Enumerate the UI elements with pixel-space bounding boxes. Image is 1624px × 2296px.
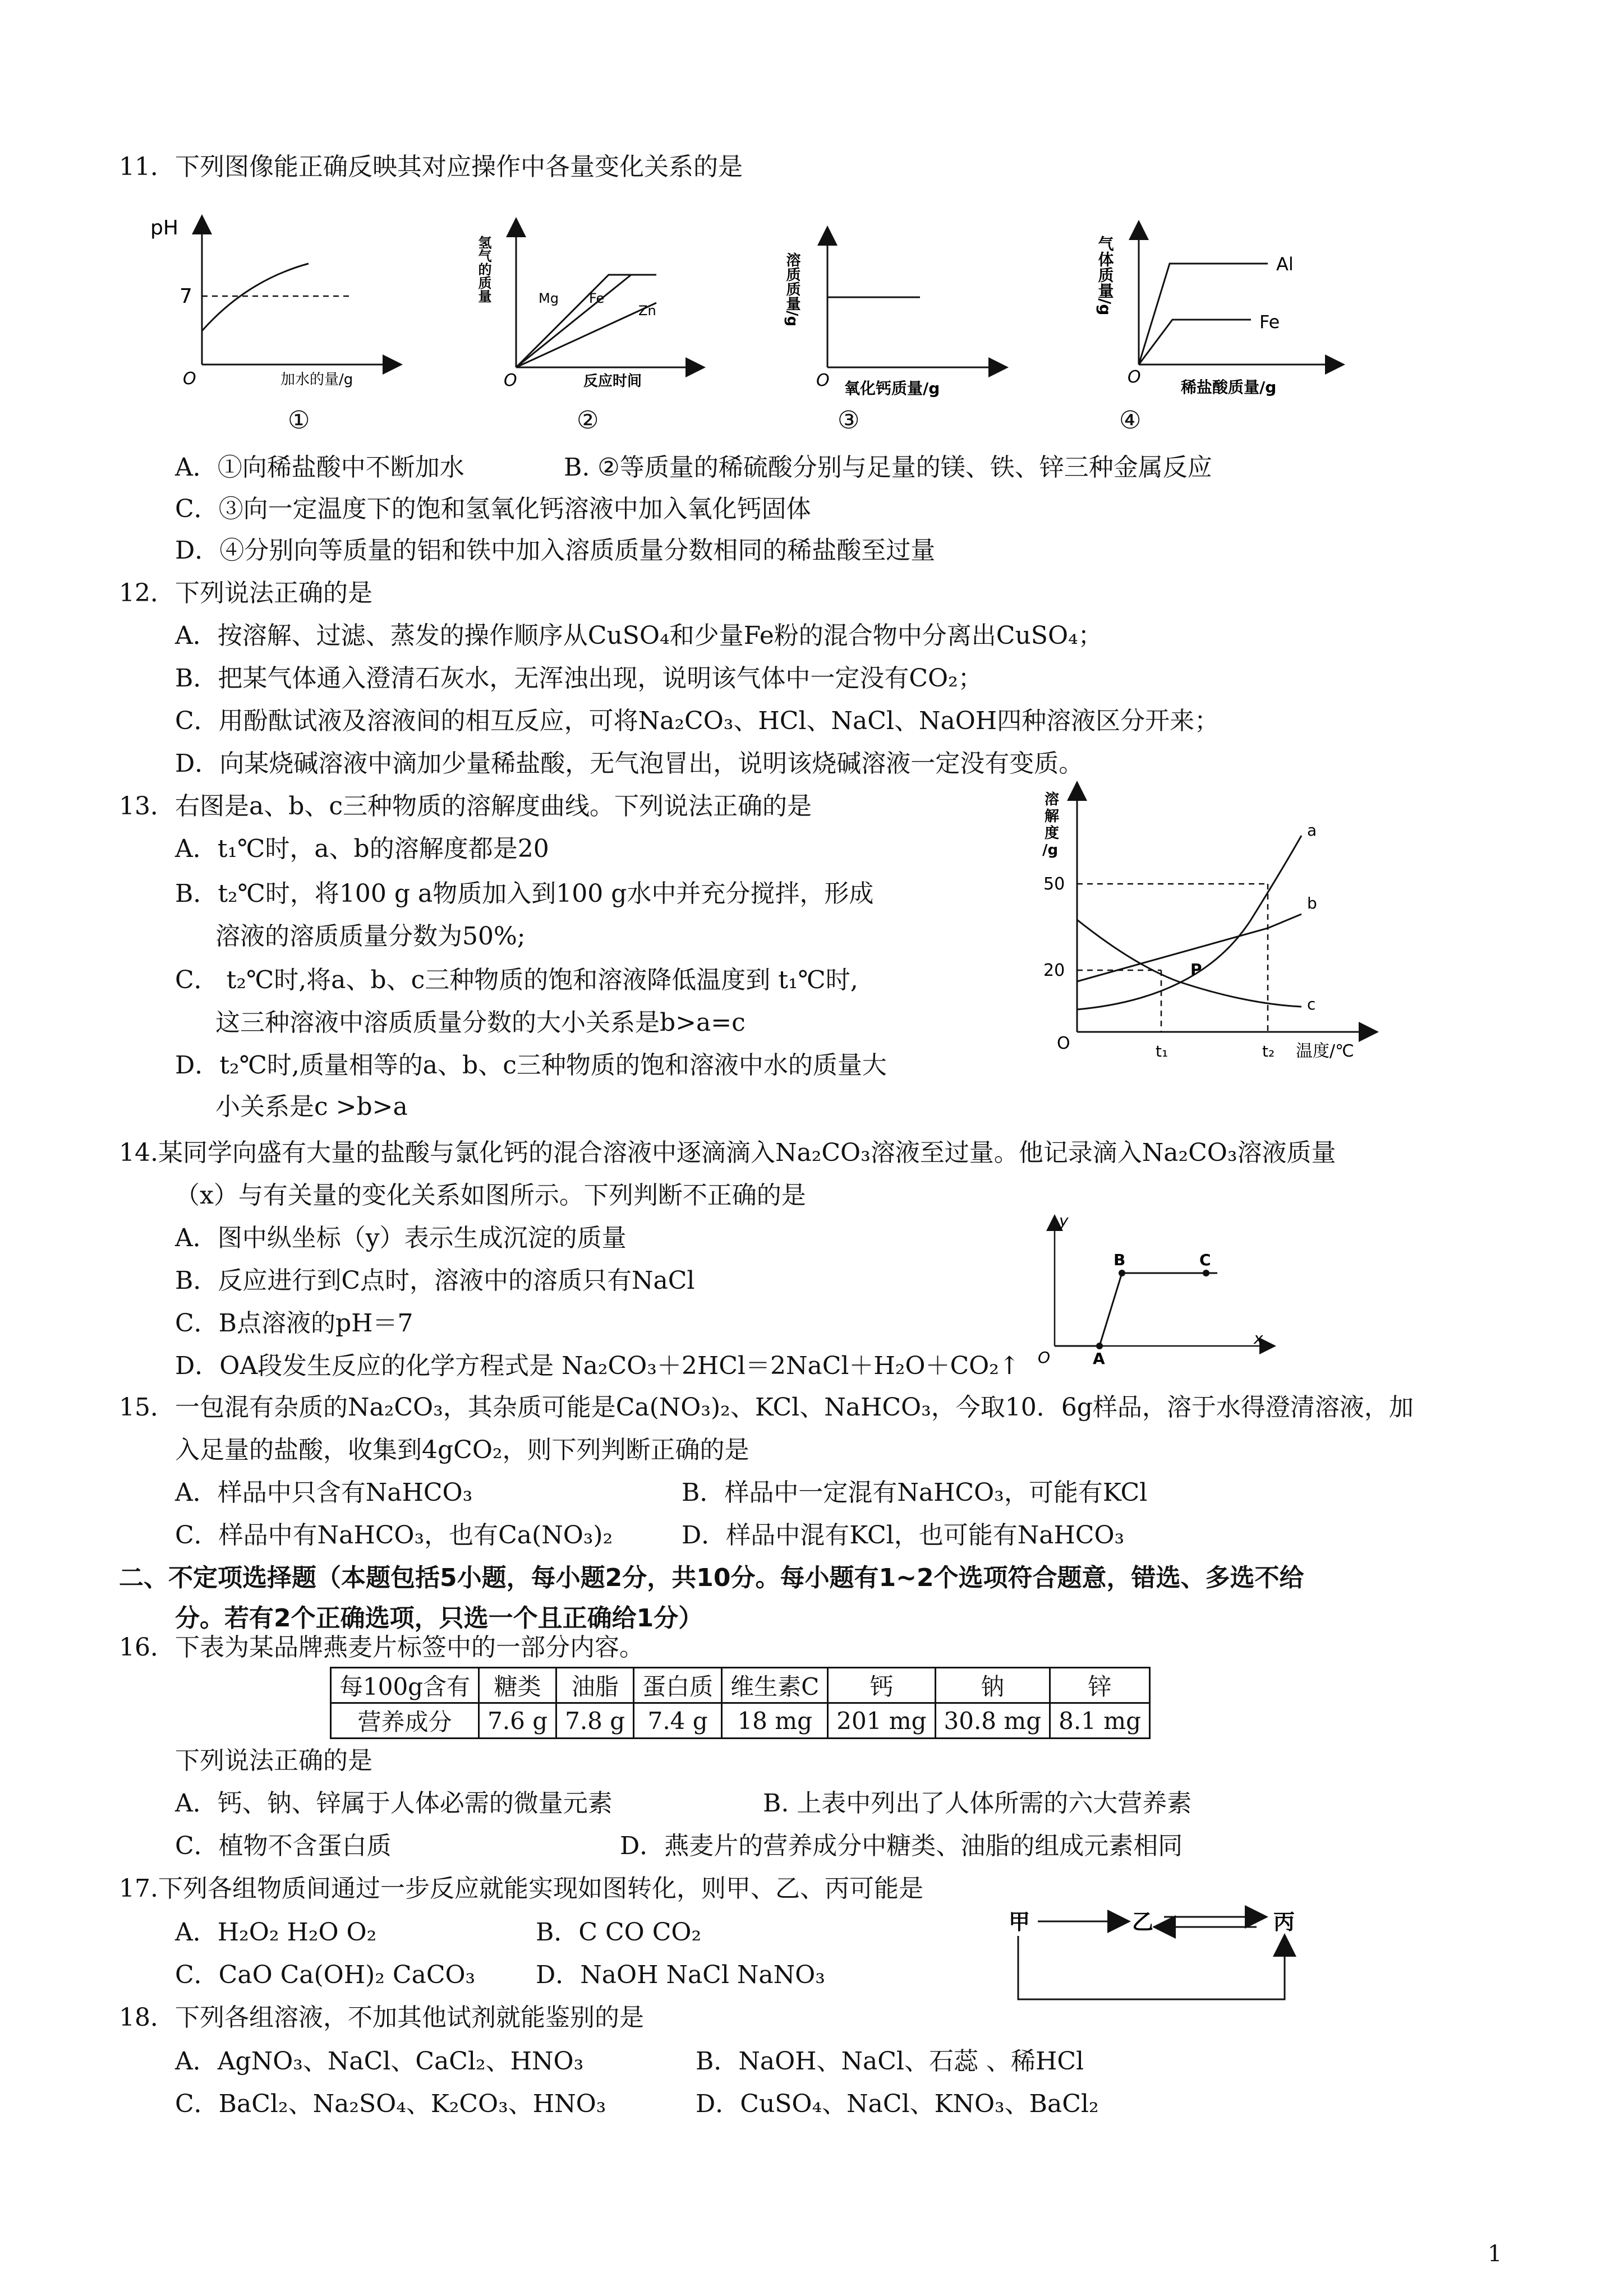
q13-graph-t2: t₂ — [1262, 1042, 1275, 1061]
q12-option-a: A．按溶解、过滤、蒸发的操作顺序从CuSO₄和少量Fe粉的混合物中分离出CuSO₄； — [175, 621, 1103, 650]
table-cell: 钙 — [828, 1668, 935, 1703]
q16-option-b: B. 上表中列出了人体所需的六大营养素 — [763, 1789, 1192, 1818]
q11-g1-index: ① — [288, 406, 310, 435]
q17-node-yi: 乙 — [1132, 1910, 1154, 1934]
q11-g3-ylabel: 溶质质量/g — [784, 252, 801, 327]
q11-g4-curve-fe: Fe — [1259, 311, 1280, 333]
q14-option-b: B．反应进行到C点时，溶液中的溶质只有NaCl — [175, 1266, 695, 1295]
q11-g1-ylabel: pH — [150, 216, 178, 239]
q14-option-a: A．图中纵坐标（y）表示生成沉淀的质量 — [175, 1224, 627, 1252]
q17-stem: 17.下列各组物质间通过一步反应就能实现如图转化，则甲、乙、丙可能是 — [119, 1874, 923, 1903]
q14-stem-line2: （x）与有关量的变化关系如图所示。下列判断不正确的是 — [175, 1181, 806, 1210]
q13-option-b-line2: 溶液的溶质质量分数为50%; — [215, 922, 526, 951]
q11-graph-4 — [1096, 224, 1346, 398]
q16-option-a: A．钙、钠、锌属于人体必需的微量元素 — [175, 1789, 613, 1818]
table-cell: 钠 — [935, 1668, 1050, 1703]
q13-solubility-graph — [1032, 780, 1380, 1071]
q13-graph-point-p: P — [1190, 960, 1202, 979]
q15-option-d: D．样品中混有KCl，也可能有NaHCO₃ — [682, 1521, 1125, 1550]
table-cell: 锌 — [1050, 1668, 1150, 1703]
q17-node-jia: 甲 — [1009, 1910, 1030, 1934]
section2-heading-line2: 分。若有2个正确选项，只选一个且正确给1分） — [175, 1604, 703, 1633]
q11-g4-curve-al: Al — [1276, 253, 1294, 275]
q14-option-d: D．OA段发生反应的化学方程式是 Na₂CO₃＋2HCl＝2NaCl＋H₂O＋CO₂↑ — [175, 1352, 1020, 1380]
q11-g3-index: ③ — [838, 406, 860, 435]
q14-graph-point-a: A — [1093, 1349, 1105, 1368]
q18-option-d: D．CuSO₄、NaCl、KNO₃、BaCl₂ — [696, 2090, 1099, 2118]
q13-option-d-line1: D．t₂℃时,质量相等的a、b、c三种物质的饱和溶液中水的质量大 — [175, 1051, 887, 1080]
q11-g4-xlabel: 稀盐酸质量/g — [1181, 378, 1277, 397]
q14-graph-y: y — [1059, 1211, 1069, 1230]
q15-stem-line2: 入足量的盐酸，收集到4gCO₂，则下列判断正确的是 — [175, 1436, 749, 1464]
q12-stem: 12．下列说法正确的是 — [119, 579, 372, 607]
q11-g2-curve-mg: Mg — [539, 291, 559, 306]
q17-transform-diagram — [1004, 1901, 1318, 2013]
q11-option-c: C．③向一定温度下的饱和氢氧化钙溶液中加入氧化钙固体 — [175, 495, 811, 523]
table-cell: 每100g含有 — [331, 1668, 479, 1703]
q14-graph-x: x — [1254, 1329, 1263, 1348]
table-cell: 18 mg — [722, 1703, 828, 1739]
q15-option-a: A．样品中只含有NaHCO₃ — [175, 1478, 473, 1507]
table-cell: 7.6 g — [479, 1703, 556, 1739]
q16-sub-stem: 下列说法正确的是 — [175, 1746, 372, 1775]
q13-graph-ylabel-1: 溶 — [1045, 791, 1060, 808]
q13-graph-ylabel-4: /g — [1042, 842, 1059, 859]
q13-graph-ylabel-2: 解 — [1045, 808, 1060, 825]
q17-option-d: D．NaOH NaCl NaNO₃ — [536, 1961, 825, 1989]
q17-node-bing: 丙 — [1273, 1910, 1295, 1934]
table-cell: 30.8 mg — [935, 1703, 1050, 1739]
q13-graph-curve-b: b — [1307, 894, 1317, 912]
table-cell: 蛋白质 — [634, 1668, 722, 1703]
q11-graph-2 — [476, 219, 707, 393]
q18-option-c: C．BaCl₂、Na₂SO₄、K₂CO₃、HNO₃ — [175, 2090, 606, 2118]
q12-option-b: B．把某气体通入澄清石灰水，无浑浊出现，说明该气体中一定没有CO₂； — [175, 664, 983, 693]
q13-graph-ytick-50: 50 — [1043, 874, 1065, 894]
q15-option-c: C．样品中有NaHCO₃，也有Ca(NO₃)₂ — [175, 1521, 613, 1550]
q13-graph-curve-c: c — [1307, 995, 1316, 1013]
table-row — [331, 1668, 1150, 1703]
q13-graph-ytick-20: 20 — [1043, 961, 1065, 980]
q13-graph-t1: t₁ — [1156, 1042, 1168, 1061]
q18-option-a: A．AgNO₃、NaCl、CaCl₂、HNO₃ — [175, 2047, 584, 2076]
q13-option-c-line1: C． t₂℃时,将a、b、c三种物质的饱和溶液降低温度到 t₁℃时, — [175, 966, 858, 994]
q13-option-c-line2: 这三种溶液中溶质质量分数的大小关系是b>a=c — [215, 1008, 746, 1037]
q11-g4-ylabel: 气体质量/g — [1096, 236, 1115, 316]
q11-g2-index: ② — [577, 406, 599, 435]
q11-g1-origin: O — [183, 369, 196, 389]
q16-option-c: C．植物不含蛋白质 — [175, 1832, 392, 1860]
q11-option-b: B. ②等质量的稀硫酸分别与足量的镁、铁、锌三种金属反应 — [564, 453, 1212, 482]
table-cell: 营养成分 — [331, 1703, 479, 1739]
q15-option-b: B．样品中一定混有NaHCO₃，可能有KCl — [682, 1478, 1148, 1507]
q18-option-b: B．NaOH、NaCl、石蕊 、稀HCl — [696, 2047, 1084, 2076]
q11-g2-ylabel: 氢气的质量 — [476, 236, 491, 303]
q11-g2-origin: O — [504, 371, 517, 390]
q13-graph-curve-a: a — [1307, 821, 1317, 840]
q11-graph-1 — [146, 213, 404, 393]
table-cell: 201 mg — [828, 1703, 935, 1739]
q16-option-d: D．燕麦片的营养成分中糖类、油脂的组成元素相同 — [620, 1832, 1183, 1860]
q13-option-d-line2: 小关系是c >b>a — [215, 1092, 408, 1121]
q13-graph-xlabel: 温度/℃ — [1296, 1041, 1354, 1061]
q14-graph-point-b: B — [1114, 1251, 1126, 1269]
q11-g1-ytick: 7 — [180, 285, 192, 308]
table-row — [331, 1703, 1150, 1739]
q11-g3-origin: O — [816, 371, 830, 390]
table-cell: 8.1 mg — [1050, 1703, 1150, 1739]
q11-g2-curve-zn: Zn — [638, 303, 656, 319]
q13-option-a: A．t₁℃时，a、b的溶解度都是20 — [175, 835, 549, 863]
nutrition-table — [330, 1667, 1151, 1739]
q18-stem: 18．下列各组溶液，不加其他试剂就能鉴别的是 — [119, 2003, 644, 2032]
q13-option-b-line1: B．t₂℃时，将100 g a物质加入到100 g水中并充分搅拌，形成 — [175, 879, 874, 908]
q14-graph-origin: O — [1038, 1348, 1051, 1367]
q11-g4-index: ④ — [1119, 406, 1142, 435]
q14-graph-point-c: C — [1199, 1251, 1211, 1269]
q12-option-d: D．向某烧碱溶液中滴加少量稀盐酸，无气泡冒出，说明该烧碱溶液一定没有变质。 — [175, 749, 1084, 778]
section2-heading-line1: 二、不定项选择题（本题包括5小题，每小题2分，共10分。每小题有1~2个选项符合题意，错选、多选不给 — [119, 1564, 1304, 1592]
q15-stem-line1: 15．一包混有杂质的Na₂CO₃，其杂质可能是Ca(NO₃)₂、KCl、NaHCO₃，今取10．6g样品，溶于水得澄清溶液，加 — [119, 1393, 1414, 1422]
q16-stem: 16．下表为某品牌燕麦片标签中的一部分内容。 — [119, 1633, 644, 1662]
q11-option-d: D．④分别向等质量的铝和铁中加入溶质质量分数相同的稀盐酸至过量 — [175, 536, 936, 565]
page-number: 1 — [1488, 2241, 1502, 2267]
q11-stem: 11．下列图像能正确反映其对应操作中各量变化关系的是 — [119, 153, 743, 181]
q17-option-b: B．C CO CO₂ — [536, 1918, 702, 1947]
q11-g2-xlabel: 反应时间 — [583, 373, 642, 390]
q17-option-a: A．H₂O₂ H₂O O₂ — [175, 1918, 377, 1947]
q11-g2-curve-fe: Fe — [589, 291, 605, 306]
table-cell: 维生素C — [722, 1668, 828, 1703]
q11-graph-3 — [785, 230, 1010, 398]
table-cell: 7.8 g — [556, 1703, 634, 1739]
q13-graph-origin: O — [1057, 1034, 1070, 1053]
q13-stem: 13．右图是a、b、c三种物质的溶解度曲线。下列说法正确的是 — [119, 792, 812, 820]
q17-option-c: C．CaO Ca(OH)₂ CaCO₃ — [175, 1961, 476, 1989]
q11-g4-origin: O — [1128, 367, 1141, 387]
q11-option-a: A．①向稀盐酸中不断加水 — [175, 453, 464, 482]
q11-g3-xlabel: 氧化钙质量/g — [844, 379, 940, 398]
q12-option-c: C．用酚酞试液及溶液间的相互反应，可将Na₂CO₃、HCl、NaCl、NaOH四种溶液区分开来； — [175, 707, 1220, 735]
q13-graph-ylabel-3: 度 — [1045, 825, 1060, 842]
table-cell: 油脂 — [556, 1668, 634, 1703]
q11-g1-xlabel: 加水的量/g — [280, 371, 353, 388]
q14-graph — [1032, 1211, 1279, 1368]
table-cell: 糖类 — [479, 1668, 556, 1703]
q14-option-c: C．B点溶液的pH＝7 — [175, 1309, 413, 1338]
q14-stem-line1: 14.某同学向盛有大量的盐酸与氯化钙的混合溶液中逐滴滴入Na₂CO₃溶液至过量。他记录滴入Na₂CO₃溶液质量 — [119, 1138, 1336, 1167]
table-cell: 7.4 g — [634, 1703, 722, 1739]
